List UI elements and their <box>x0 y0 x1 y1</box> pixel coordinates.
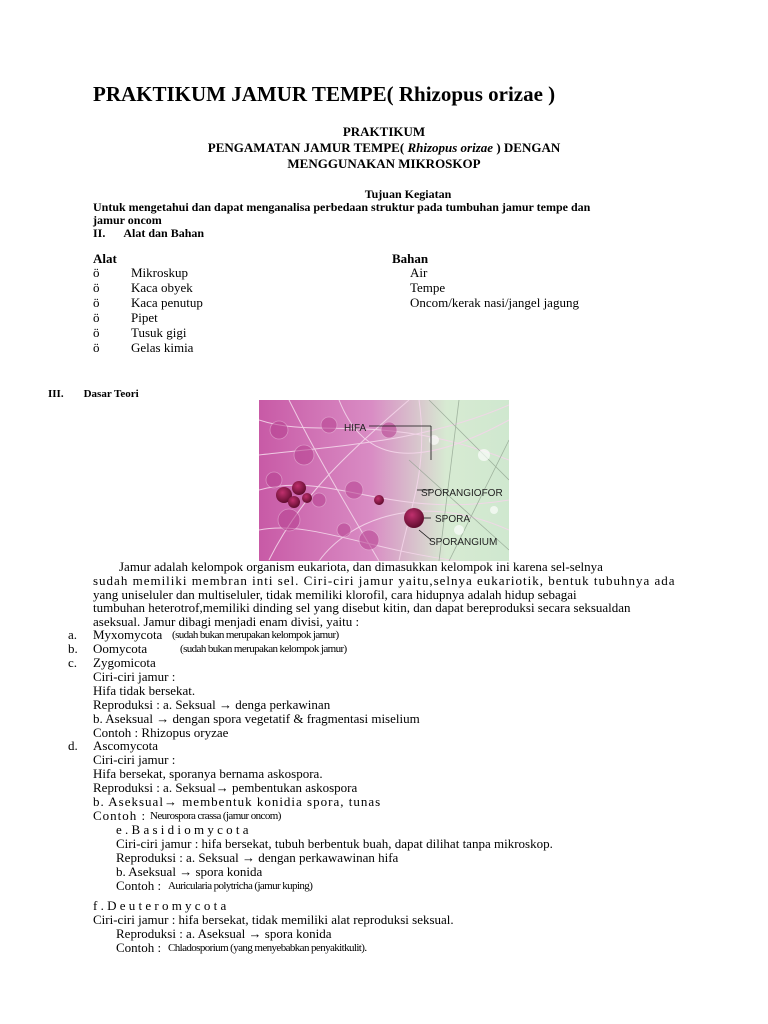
tujuan-heading: Tujuan Kegiatan <box>364 187 452 201</box>
alat-item: Pipet <box>131 310 158 325</box>
division-c-line: Reproduksi : a. Seksual → denga perkawinan <box>93 697 331 712</box>
header-line-1: PRAKTIKUM <box>342 124 426 139</box>
alat-bullet: ö <box>93 340 100 355</box>
division-a-name: Myxomycota <box>93 627 163 642</box>
rhizopus-micrograph <box>259 400 509 561</box>
division-b-letter: b. <box>68 641 78 656</box>
alat-bullet: ö <box>93 295 100 310</box>
alat-bullet: ö <box>93 325 100 340</box>
tujuan-text-line-2: jamur oncom <box>93 213 162 227</box>
division-e-contoh-label: Contoh : <box>116 878 162 893</box>
division-f-line: Ciri-ciri jamur : hifa bersekat, tidak memiliki alat reproduksi seksual. <box>93 912 454 927</box>
division-f-contoh-value: Chladosporium (yang menyebabkan penyakitkulit). <box>168 942 367 954</box>
division-d-name: Ascomycota <box>93 738 158 753</box>
alat-item: Tusuk gigi <box>131 325 187 340</box>
division-c-line: Hifa tidak bersekat. <box>93 683 196 698</box>
division-d-line: Reproduksi : a. Seksual→ pembentukan askospora <box>93 780 358 795</box>
spora-label: SPORA <box>435 514 471 525</box>
division-c-name: Zygomicota <box>93 655 156 670</box>
bahan-item: Air <box>410 265 428 280</box>
alat-heading: Alat <box>93 251 117 266</box>
bahan-item: Oncom/kerak nasi/jangel jagung <box>410 295 579 310</box>
division-c-letter: c. <box>68 655 78 670</box>
section-3-heading: III. Dasar Teori <box>48 388 139 400</box>
division-e-line: Ciri-ciri jamur : hifa bersekat, tubuh berbentuk buah, dapat dilihat tanpa mikroskop. <box>116 836 553 851</box>
division-e-name: e . B a s i d i o m y c o t a <box>116 822 249 837</box>
alat-item: Kaca obyek <box>131 280 193 295</box>
division-e-line: Reproduksi : a. Seksual → dengan perkawawinan hifa <box>116 850 399 865</box>
division-b-note: (sudah bukan merupakan kelompok jamur) <box>180 643 347 655</box>
division-a-letter: a. <box>68 627 78 642</box>
header-line-3: MENGGUNAKAN MIKROSKOP <box>287 156 481 171</box>
division-a-note: (sudah bukan merupakan kelompok jamur) <box>172 629 339 641</box>
alat-bullet: ö <box>93 265 100 280</box>
division-c-line: Contoh : Rhizopus oryzae <box>93 725 229 740</box>
division-d-contoh-value: Neurospora crassa (jamur oncom) <box>150 810 281 822</box>
paragraph-line: yang uniseluler dan multiseluler, tidak memiliki klorofil, cara hidupnya adalah hidup sebagai <box>93 587 577 602</box>
bahan-item: Tempe <box>410 280 446 295</box>
division-d-line: b. Aseksual→ membentuk konidia spora, tunas <box>93 794 382 809</box>
alat-item: Kaca penutup <box>131 295 203 310</box>
alat-bullet: ö <box>93 280 100 295</box>
alat-item: Gelas kimia <box>131 340 194 355</box>
hifa-label: HIFA <box>344 423 367 434</box>
section-2-heading: II. Alat dan Bahan <box>93 226 205 240</box>
paragraph-line: tumbuhan heterotrof,memiliki dinding sel yang disebut kitin, dan dapat bereproduksi secara seksualdan <box>93 600 631 615</box>
alat-bullet: ö <box>93 310 100 325</box>
page-title: PRAKTIKUM JAMUR TEMPE( Rhizopus orizae ) <box>93 82 556 106</box>
alat-item: Mikroskup <box>131 265 189 280</box>
paragraph-line: Jamur adalah kelompok organism eukariota, dan dimasukkan kelompok ini karena sel-selnya <box>119 559 603 574</box>
division-d-line: Hifa bersekat, sporanya bernama askospora. <box>93 766 323 781</box>
sporangium-label: SPORANGIUM <box>429 537 498 548</box>
paragraph-line: aseksual. Jamur dibagi menjadi enam divisi, yaitu : <box>93 614 360 629</box>
division-b-name: Oomycota <box>93 641 148 656</box>
division-d-line: Ciri-ciri jamur : <box>93 752 176 767</box>
division-f-contoh-label: Contoh : <box>116 940 162 955</box>
division-f-line: Reproduksi : a. Aseksual → spora konida <box>116 926 332 941</box>
division-c-line: b. Aseksual → dengan spora vegetatif & fragmentasi miselium <box>93 711 420 726</box>
division-e-line: b. Aseksual → spora konida <box>116 864 263 879</box>
division-f-name: f . D e u t e r o m y c o t a <box>93 898 227 913</box>
paragraph-line: sudah memiliki membran inti sel. Ciri-ciri jamur yaitu,selnya eukariotik, bentuk tubuhnya ada <box>93 573 676 588</box>
tujuan-text-line-1: Untuk mengetahui dan dapat menganalisa perbedaan struktur pada tumbuhan jamur tempe dan <box>93 200 591 214</box>
division-e-contoh-value: Auricularia polytricha (jamur kuping) <box>168 880 313 892</box>
division-d-letter: d. <box>68 738 78 753</box>
division-c-line: Ciri-ciri jamur : <box>93 669 176 684</box>
header-line-2: PENGAMATAN JAMUR TEMPE( Rhizopus orizae ) DENGAN <box>207 140 561 155</box>
division-d-contoh-label: Contoh : <box>93 808 147 823</box>
bahan-heading: Bahan <box>392 251 429 266</box>
sporangiofor-label: SPORANGIOFOR <box>421 488 503 499</box>
